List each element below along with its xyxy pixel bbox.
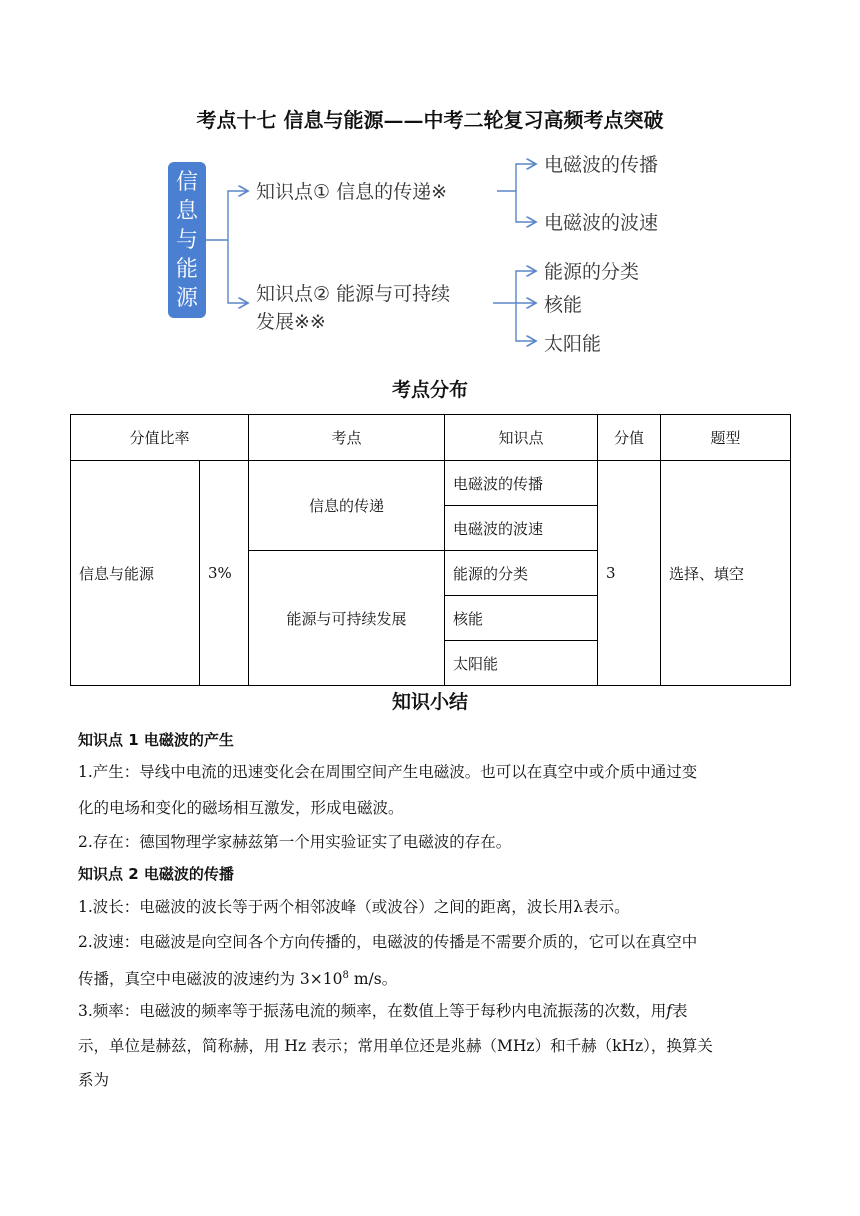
summary-heading: 知识小结 [391, 691, 468, 713]
header-cell: 分值 [598, 415, 661, 461]
paragraph: 系为 [78, 1071, 110, 1089]
paragraph: 化的电场和变化的磁场相互激发，形成电磁波。 [78, 799, 404, 817]
kp1-title: 知识点 1 电磁波的产生 [78, 731, 234, 749]
knowledge-cell: 电磁波的波速 [445, 506, 598, 551]
point-cell: 信息的传递 [249, 461, 445, 551]
knowledge-cell: 电磁波的传播 [445, 461, 598, 506]
kp2-title: 知识点 2 电磁波的传播 [78, 865, 234, 883]
mindmap-leaf: 太阳能 [544, 333, 602, 355]
text-run: 传播，真空中电磁波的波速约为 3×10 [78, 970, 343, 989]
header-cell: 考点 [249, 415, 445, 461]
mindmap-leaf: 电磁波的波速 [544, 212, 659, 234]
paragraph: 2.存在：德国物理学家赫兹第一个用实验证实了电磁波的存在。 [78, 833, 512, 851]
distribution-table [70, 414, 791, 686]
mindmap-kp1: 知识点① 信息的传递※ [256, 181, 447, 203]
superscript: 8 [342, 970, 349, 981]
qtype-cell: 选择、填空 [661, 461, 791, 686]
ratio-cell: 3% [200, 461, 249, 686]
paragraph: 示，单位是赫兹，简称赫，用 Hz 表示；常用单位还是兆赫（MHz）和千赫（kHz），换算关 [78, 1037, 713, 1055]
paragraph: 2.波速：电磁波是向空间各个方向传播的，电磁波的传播是不需要介质的，它可以在真空中 [78, 933, 698, 951]
paragraph: 1.产生：导线中电流的迅速变化会在周围空间产生电磁波。也可以在真空中或介质中通过变 [78, 763, 698, 781]
mindmap-kp2-line2: 发展※※ [256, 311, 326, 333]
mindmap-leaf: 能源的分类 [544, 261, 640, 283]
header-cell: 题型 [661, 415, 791, 461]
mindmap-kp2-line1: 知识点② 能源与可持续 [256, 283, 451, 305]
distribution-heading: 考点分布 [391, 379, 468, 401]
mindmap-root-char: 息 [175, 199, 198, 224]
text-run: m/s。 [348, 970, 398, 989]
paragraph [78, 961, 790, 994]
mindmap-root-char: 信 [175, 170, 198, 195]
mindmap-root-char: 与 [175, 228, 198, 253]
knowledge-cell: 太阳能 [445, 641, 598, 686]
mindmap-leaf: 电磁波的传播 [544, 154, 659, 176]
paragraph: 1.波长：电磁波的波长等于两个相邻波峰（或波谷）之间的距离，波长用λ表示。 [78, 898, 630, 916]
mindmap-root-char: 源 [175, 286, 198, 311]
symbol-f: f [666, 1002, 673, 1020]
knowledge-cell: 能源的分类 [445, 551, 598, 596]
header-cell: 分值比率 [71, 415, 249, 461]
paragraph [78, 996, 790, 1026]
point-cell: 能源与可持续发展 [249, 551, 445, 686]
knowledge-cell: 核能 [445, 596, 598, 641]
score-cell: 3 [598, 461, 661, 686]
page-title: 考点十七 信息与能源——中考二轮复习高频考点突破 [196, 108, 664, 132]
mindmap-leaf: 核能 [544, 294, 583, 316]
text-run: 3.频率：电磁波的频率等于振荡电流的频率，在数值上等于每秒内电流振荡的次数，用 [78, 1002, 667, 1020]
header-cell: 知识点 [445, 415, 598, 461]
mindmap-root-char: 能 [175, 257, 198, 282]
topic-cell: 信息与能源 [71, 461, 200, 686]
text-run: 表 [672, 1002, 688, 1020]
